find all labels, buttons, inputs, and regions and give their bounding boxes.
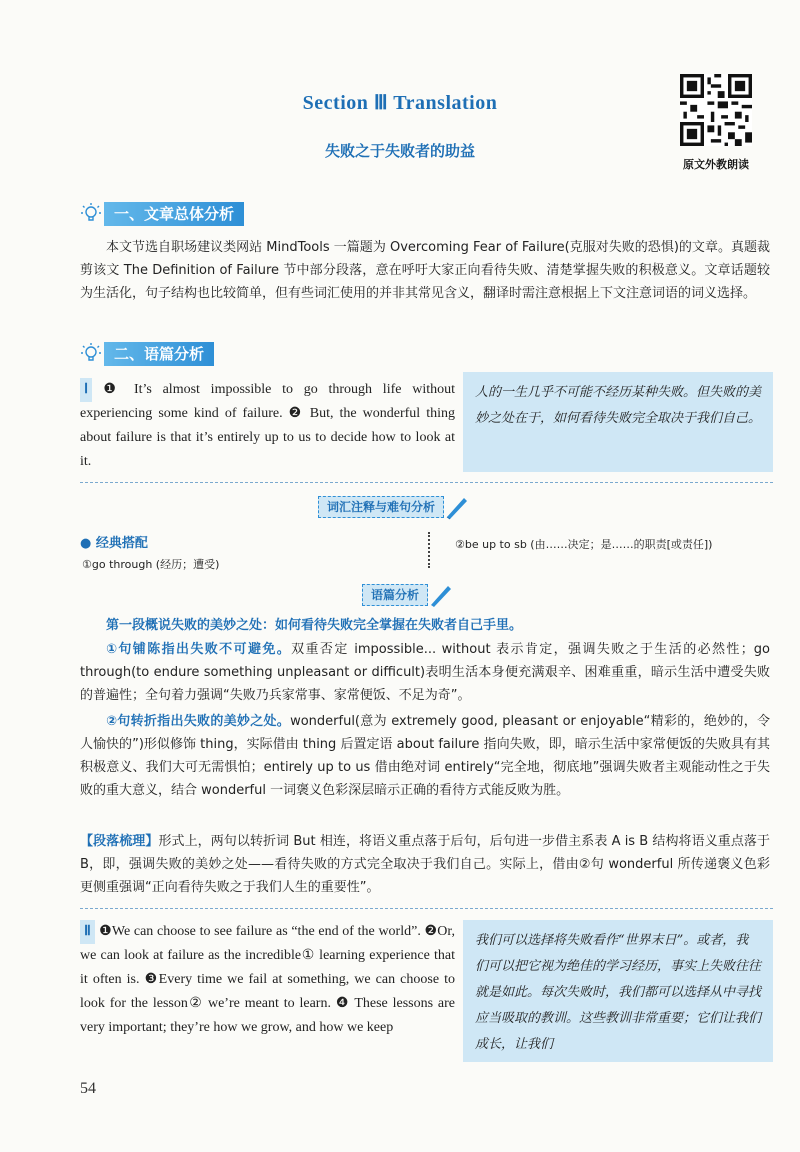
vocab-item-2: ②be up to sb (由……决定；是……的职责[或责任]) <box>455 538 713 551</box>
analysis-summary <box>80 830 770 899</box>
roman-numeral: Ⅱ <box>80 920 95 944</box>
lightbulb-icon <box>78 340 104 367</box>
section-heading-label: 一、文章总体分析 <box>104 202 244 226</box>
bullet-dot-icon: ● <box>80 536 92 551</box>
point-1-body: 双重否定 impossible... without 表示肯定，强调失败之于生活的必然性；go through(to endure something unpleasant or difficult)表明生活本身便充满艰辛、困难重重，暗示生活中遭受失败的普遍性；全句着力强调“失败乃兵家常事、家常便饭、不足为奇”。 <box>80 642 770 703</box>
paragraph-2-chinese: 我们可以选择将失败看作“世界末日”。或者，我们可以把它视为绝佳的学习经历，事实上失败往往就是如此。每次失败时，我们都可以选择从中寻找应当吸取的教训。这些教训非常重要；它们让我们成长，让我们 <box>463 920 773 1062</box>
paragraph-2-english <box>80 920 455 1040</box>
section-heading-label: 二、语篇分析 <box>104 342 214 366</box>
pen-icon <box>428 582 454 608</box>
analysis-point-1 <box>80 638 770 707</box>
divider <box>80 482 773 483</box>
page-subtitle: 失败之于失败者的助益 <box>324 142 475 160</box>
section-heading-overview <box>78 200 244 227</box>
paragraph-1-text: ❶ It’s almost impossible to go through life without experiencing some kind of failure. ❷ But, the wonderful thing about failure is that it’s entirely up to us to decide how to look at it. <box>80 382 455 469</box>
analysis-lead: 第一段概说失败的美妙之处：如何看待失败完全掌握在失败者自己手里。 <box>106 618 523 633</box>
collocation-heading <box>80 532 148 551</box>
analysis-pill: 语篇分析 <box>362 584 428 606</box>
analysis-header <box>362 582 454 608</box>
point-1-head: ①句铺陈指出失败不可避免。 <box>106 642 292 657</box>
vocab-item-1: ①go through (经历；遭受) <box>82 558 220 571</box>
qr-caption: 原文外教朗读 <box>683 158 749 171</box>
analysis-point-2 <box>80 710 770 802</box>
collocation-label: 经典搭配 <box>95 536 148 551</box>
paragraph-1-chinese: 人的一生几乎不可能不经历某种失败。但失败的美妙之处在于，如何看待失败完全取决于我们自己。 <box>463 372 773 472</box>
page-title: Section Ⅲ Translation <box>302 92 498 114</box>
vocab-header <box>318 494 470 520</box>
paragraph-1-english <box>80 378 455 474</box>
divider <box>80 908 773 909</box>
summary-tag: 【段落梳理】 <box>80 834 159 849</box>
paragraph-2-text: ❶We can choose to see failure as “the end of the world”. ❷Or, we can look at failure as the incredible① learning experience that it often is. ❸Every time we fail at something, we can choose to look for the lesson② we’re meant to learn. ❹ These lessons are very important; they’re how we grow, and how we keep <box>80 924 455 1035</box>
pen-icon <box>444 494 470 520</box>
point-2-body: wonderful(意为 extremely good, pleasant or enjoyable“精彩的，绝妙的，令人愉快的”)形似修饰 thing，实际借由 thing 后置定语 about failure 指向失败，即，暗示生活中家常便饭的失败具有其积极意义、我们大可无需惧怕；entirely up to us 借由绝对词 entirely“完全地，彻底地”强调失败者主观能动性之于失败的重大意义，结合 wonderful 一词褒义色彩深层暗示正确的看待方式能反败为胜。 <box>80 714 770 798</box>
summary-body: 形式上，两句以转折词 But 相连，将语义重点落于后句，后句进一步借主系表 A is B 结构将语义重点落于 B，即，强调失败的美妙之处——看待失败的方式完全取决于我们自己。实际上，借由②句 wonderful 所传递褒义色彩更侧重强调“正向看待失败之于我们人生的重要性”。 <box>80 834 770 895</box>
vocab-pill: 词汇注释与难句分析 <box>318 496 444 518</box>
roman-numeral: Ⅰ <box>80 378 92 402</box>
section-heading-discourse <box>78 340 214 367</box>
spiral-divider <box>428 532 434 568</box>
lightbulb-icon <box>78 200 104 227</box>
point-2-head: ②句转折指出失败的美妙之处。 <box>106 714 291 729</box>
page-number: 54 <box>80 1080 96 1097</box>
qr-code-icon[interactable] <box>680 74 752 146</box>
overview-paragraph: 本文节选自职场建议类网站 MindTools 一篇题为 Overcoming Fear of Failure(克服对失败的恐惧)的文章。真题裁剪该文 The Definition of Failure 节中部分段落，意在呼吁大家正向看待失败、清楚掌握失败的积极意义。文章话题较为生活化，句子结构也比较简单，但有些词汇使用的并非其常见含义，翻译时需注意根据上下文注意词语的词义选择。 <box>80 240 770 301</box>
